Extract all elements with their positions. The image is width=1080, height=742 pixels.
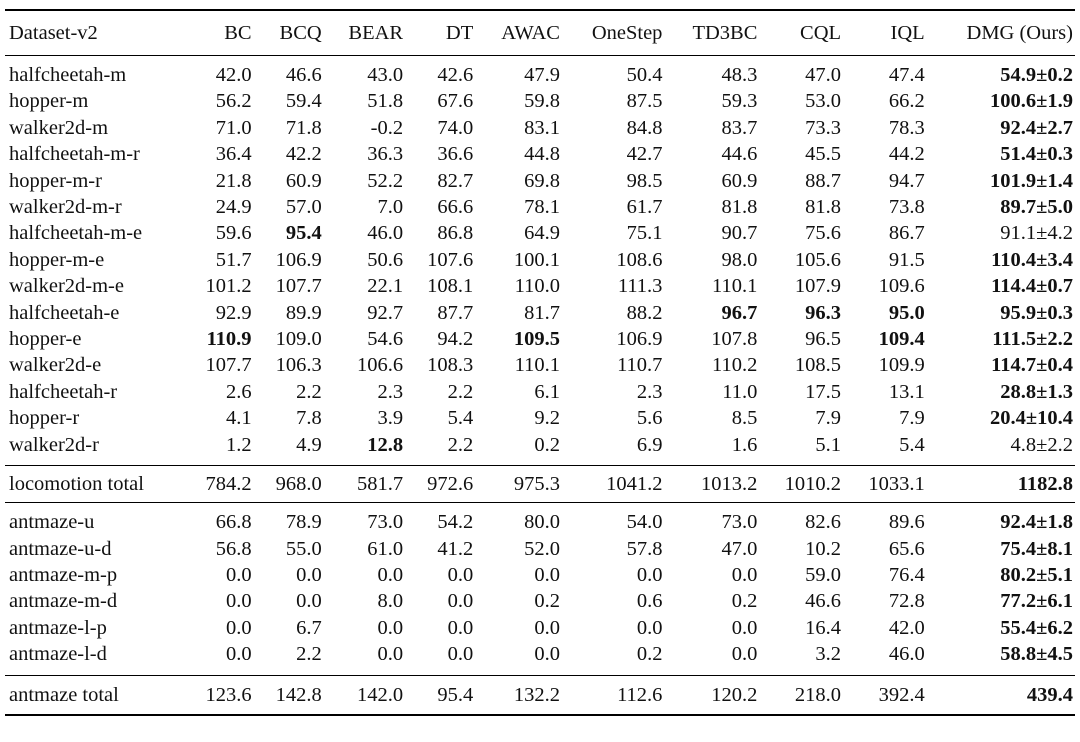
score-cell: 88.7 xyxy=(805,169,842,192)
score-cell: 54.0 xyxy=(626,511,663,534)
score-cell: 83.7 xyxy=(721,116,758,139)
antmaze-section xyxy=(5,503,1075,675)
score-cell: 1033.1 xyxy=(848,466,932,503)
score-cell: 73.8 xyxy=(888,196,925,219)
score-cell: 81.7 xyxy=(524,301,560,324)
score-cell: 54.9±0.2 xyxy=(1000,64,1073,86)
table-row xyxy=(5,615,1075,641)
score-cell: 59.3 xyxy=(721,90,758,113)
score-cell: 6.9 xyxy=(636,433,663,456)
score-cell: 46.0 xyxy=(367,222,404,245)
score-cell: 0.6 xyxy=(636,590,663,613)
score-cell: 7.0 xyxy=(377,196,404,219)
header-method: CQL xyxy=(800,21,842,44)
score-cell: 392.4 xyxy=(848,675,932,715)
score-cell: 75.1 xyxy=(626,222,663,245)
score-cell: 110.4±3.4 xyxy=(991,248,1073,271)
score-cell: 5.1 xyxy=(815,433,842,456)
score-cell: 972.6 xyxy=(410,466,480,503)
score-cell: 89.7±5.0 xyxy=(1000,196,1073,219)
score-cell: 120.2 xyxy=(669,675,764,715)
score-cell: 0.2 xyxy=(636,643,663,666)
header-method: DMG (Ours) xyxy=(966,21,1073,44)
score-cell: 109.6 xyxy=(878,275,925,298)
score-cell: 45.5 xyxy=(805,143,842,166)
header-method: OneStep xyxy=(591,21,663,44)
score-cell: 81.8 xyxy=(721,196,758,219)
score-cell: 2.3 xyxy=(377,380,404,403)
antmaze-total-section xyxy=(5,675,1075,715)
score-cell: 107.6 xyxy=(427,248,474,271)
score-cell: 72.8 xyxy=(888,590,925,613)
score-cell: 95.9±0.3 xyxy=(1000,301,1073,324)
score-cell: 92.4±2.7 xyxy=(1000,116,1073,139)
table-row xyxy=(5,273,1075,299)
score-cell: 218.0 xyxy=(764,675,848,715)
score-cell: 110.1 xyxy=(712,275,758,298)
row-label: antmaze-l-d xyxy=(9,643,107,666)
score-cell: 87.5 xyxy=(626,90,663,113)
score-cell: 22.1 xyxy=(367,275,404,298)
table-row xyxy=(5,56,1075,89)
score-cell: 123.6 xyxy=(188,675,258,715)
score-cell: 0.0 xyxy=(636,563,663,586)
score-cell: 92.4±1.8 xyxy=(1000,511,1073,534)
score-cell: 439.4 xyxy=(932,675,1075,715)
row-label: hopper-r xyxy=(9,407,80,430)
score-cell: 2.2 xyxy=(447,433,474,456)
score-cell: 73.3 xyxy=(805,116,842,139)
score-cell: 84.8 xyxy=(626,116,663,139)
score-cell: 59.4 xyxy=(285,90,322,113)
score-cell: 65.6 xyxy=(888,537,925,560)
score-cell: 110.0 xyxy=(514,275,560,298)
header-row xyxy=(5,10,1075,56)
score-cell: 47.0 xyxy=(805,64,842,86)
score-cell: 0.0 xyxy=(296,563,322,586)
score-cell: 36.3 xyxy=(367,143,404,166)
score-cell: 106.3 xyxy=(275,354,322,377)
score-cell: 73.0 xyxy=(367,511,404,534)
score-cell: 41.2 xyxy=(437,537,474,560)
score-cell: 89.6 xyxy=(888,511,925,534)
score-cell: 54.6 xyxy=(367,328,404,351)
score-cell: 975.3 xyxy=(480,466,567,503)
score-cell: 0.0 xyxy=(225,590,252,613)
score-cell: 110.7 xyxy=(617,354,663,377)
score-cell: 71.0 xyxy=(215,116,252,139)
score-cell: 46.0 xyxy=(888,643,925,666)
score-cell: 100.6±1.9 xyxy=(989,90,1073,113)
score-cell: 0.0 xyxy=(447,563,474,586)
score-cell: 0.0 xyxy=(534,563,560,586)
score-cell: 44.8 xyxy=(524,143,560,166)
table-row xyxy=(5,588,1075,614)
table-row xyxy=(5,168,1075,194)
score-cell: 28.8±1.3 xyxy=(1000,380,1073,403)
row-label: halfcheetah-e xyxy=(9,301,120,324)
score-cell: 1010.2 xyxy=(764,466,848,503)
score-cell: 109.0 xyxy=(275,328,322,351)
score-cell: 142.0 xyxy=(329,675,410,715)
score-cell: 55.4±6.2 xyxy=(1000,616,1073,639)
score-cell: 46.6 xyxy=(285,64,322,86)
row-label: antmaze-m-d xyxy=(9,590,118,613)
row-label: hopper-e xyxy=(9,328,82,351)
score-cell: 101.9±1.4 xyxy=(989,169,1073,192)
score-cell: 53.0 xyxy=(805,90,842,113)
score-cell: 0.0 xyxy=(225,643,252,666)
score-cell: 7.8 xyxy=(296,407,322,430)
score-cell: 111.5±2.2 xyxy=(992,328,1073,351)
score-cell: 20.4±10.4 xyxy=(989,407,1073,430)
header-method: DT xyxy=(445,21,474,44)
score-cell: 106.6 xyxy=(356,354,404,377)
score-cell: 111.3 xyxy=(617,275,663,298)
score-cell: 76.4 xyxy=(888,563,925,586)
header-method: AWAC xyxy=(501,21,560,44)
results-table xyxy=(5,9,1075,716)
score-cell: 2.6 xyxy=(225,380,252,403)
score-cell: 75.6 xyxy=(805,222,842,245)
score-cell: 3.9 xyxy=(377,407,404,430)
score-cell: 52.2 xyxy=(367,169,404,192)
table-row xyxy=(5,503,1075,536)
table-row xyxy=(5,641,1075,675)
locomotion-total-row xyxy=(5,466,1075,503)
score-cell: 0.2 xyxy=(534,433,560,456)
score-cell: 88.2 xyxy=(626,301,663,324)
score-cell: 95.0 xyxy=(888,301,925,324)
score-cell: 114.7±0.4 xyxy=(991,354,1073,377)
row-label: halfcheetah-m-e xyxy=(9,222,143,245)
score-cell: -0.2 xyxy=(370,116,404,139)
score-cell: 66.6 xyxy=(437,196,474,219)
table-row xyxy=(5,536,1075,562)
score-cell: 16.4 xyxy=(805,616,842,639)
score-cell: 82.7 xyxy=(437,169,474,192)
score-cell: 106.9 xyxy=(275,248,322,271)
score-cell: 80.2±5.1 xyxy=(1000,563,1073,586)
score-cell: 73.0 xyxy=(721,511,758,534)
score-cell: 95.4 xyxy=(285,222,322,245)
score-cell: 75.4±8.1 xyxy=(1000,537,1073,560)
score-cell: 2.2 xyxy=(447,380,474,403)
score-cell: 0.0 xyxy=(377,643,404,666)
score-cell: 86.8 xyxy=(437,222,474,245)
score-cell: 1041.2 xyxy=(567,466,669,503)
score-cell: 87.7 xyxy=(437,301,474,324)
score-cell: 48.3 xyxy=(721,64,758,86)
score-cell: 110.9 xyxy=(206,328,252,351)
score-cell: 71.8 xyxy=(285,116,322,139)
score-cell: 96.7 xyxy=(721,301,758,324)
score-cell: 51.7 xyxy=(215,248,252,271)
score-cell: 112.6 xyxy=(567,675,669,715)
score-cell: 69.8 xyxy=(524,169,560,192)
row-label: antmaze total xyxy=(5,675,188,715)
score-cell: 92.9 xyxy=(215,301,252,324)
row-label: walker2d-m xyxy=(9,116,109,139)
row-label: antmaze-u-d xyxy=(9,537,112,560)
score-cell: 54.2 xyxy=(437,511,474,534)
score-cell: 36.4 xyxy=(215,143,252,166)
score-cell: 83.1 xyxy=(524,116,560,139)
score-cell: 12.8 xyxy=(367,433,404,456)
score-cell: 94.7 xyxy=(888,169,925,192)
table-row xyxy=(5,562,1075,588)
table-row xyxy=(5,220,1075,246)
score-cell: 77.2±6.1 xyxy=(1000,590,1073,613)
table-row xyxy=(5,247,1075,273)
score-cell: 8.5 xyxy=(731,407,758,430)
score-cell: 96.3 xyxy=(805,301,842,324)
score-cell: 0.0 xyxy=(377,616,404,639)
score-cell: 56.2 xyxy=(215,90,252,113)
score-cell: 1182.8 xyxy=(932,466,1075,503)
score-cell: 5.6 xyxy=(636,407,663,430)
score-cell: 91.5 xyxy=(888,248,925,271)
score-cell: 42.7 xyxy=(626,143,663,166)
table-row xyxy=(5,432,1075,466)
header-method: BC xyxy=(224,21,252,44)
score-cell: 58.8±4.5 xyxy=(1000,643,1073,666)
score-cell: 110.1 xyxy=(514,354,560,377)
score-cell: 101.2 xyxy=(205,275,252,298)
score-cell: 0.0 xyxy=(731,643,758,666)
row-label: antmaze-l-p xyxy=(9,616,107,639)
score-cell: 0.0 xyxy=(636,616,663,639)
score-cell: 91.1±4.2 xyxy=(1000,222,1073,245)
score-cell: 4.9 xyxy=(296,433,322,456)
score-cell: 44.6 xyxy=(721,143,758,166)
row-label: walker2d-m-r xyxy=(9,196,122,219)
row-label: locomotion total xyxy=(5,466,188,503)
score-cell: 95.4 xyxy=(410,675,480,715)
table-row xyxy=(5,405,1075,431)
score-cell: 24.9 xyxy=(215,196,252,219)
score-cell: 108.3 xyxy=(427,354,474,377)
score-cell: 968.0 xyxy=(259,466,329,503)
score-cell: 107.7 xyxy=(205,354,252,377)
table-row xyxy=(5,141,1075,167)
score-cell: 44.2 xyxy=(888,143,925,166)
score-cell: 1.6 xyxy=(731,433,758,456)
score-cell: 81.8 xyxy=(805,196,842,219)
score-cell: 0.0 xyxy=(731,616,758,639)
score-cell: 0.2 xyxy=(534,590,560,613)
row-label: walker2d-m-e xyxy=(9,275,124,298)
score-cell: 66.8 xyxy=(215,511,252,534)
score-cell: 114.4±0.7 xyxy=(991,275,1073,298)
score-cell: 43.0 xyxy=(367,64,404,86)
header-method: TD3BC xyxy=(692,21,758,44)
score-cell: 784.2 xyxy=(188,466,258,503)
score-cell: 61.7 xyxy=(626,196,663,219)
table-row xyxy=(5,352,1075,378)
score-cell: 109.4 xyxy=(878,328,925,351)
table-row xyxy=(5,194,1075,220)
score-cell: 82.6 xyxy=(805,511,842,534)
score-cell: 3.2 xyxy=(815,643,842,666)
row-label: halfcheetah-r xyxy=(9,380,118,403)
score-cell: 98.5 xyxy=(626,169,663,192)
score-cell: 61.0 xyxy=(367,537,404,560)
score-cell: 60.9 xyxy=(285,169,322,192)
score-cell: 78.9 xyxy=(285,511,322,534)
score-cell: 1013.2 xyxy=(669,466,764,503)
antmaze-total-row xyxy=(5,675,1075,715)
score-cell: 0.0 xyxy=(534,643,560,666)
score-cell: 108.6 xyxy=(616,248,663,271)
score-cell: 1.2 xyxy=(225,433,252,456)
score-cell: 8.0 xyxy=(377,590,404,613)
score-cell: 66.2 xyxy=(888,90,925,113)
score-cell: 108.1 xyxy=(427,275,474,298)
row-label: halfcheetah-m-r xyxy=(9,143,140,166)
score-cell: 86.7 xyxy=(888,222,925,245)
score-cell: 57.0 xyxy=(285,196,322,219)
score-cell: 0.0 xyxy=(225,563,252,586)
score-cell: 7.9 xyxy=(815,407,842,430)
header-method: IQL xyxy=(890,21,925,44)
results-table-container xyxy=(5,9,1075,716)
score-cell: 57.8 xyxy=(626,537,663,560)
score-cell: 110.2 xyxy=(712,354,758,377)
row-label: walker2d-e xyxy=(9,354,102,377)
score-cell: 0.0 xyxy=(225,616,252,639)
score-cell: 67.6 xyxy=(437,90,474,113)
score-cell: 105.6 xyxy=(794,248,842,271)
score-cell: 78.3 xyxy=(888,116,925,139)
table-row xyxy=(5,115,1075,141)
row-label: hopper-m-e xyxy=(9,248,105,271)
score-cell: 50.6 xyxy=(367,248,404,271)
table-row xyxy=(5,379,1075,405)
score-cell: 59.6 xyxy=(215,222,252,245)
score-cell: 74.0 xyxy=(437,116,474,139)
score-cell: 10.2 xyxy=(805,537,842,560)
score-cell: 47.4 xyxy=(888,64,925,86)
score-cell: 80.0 xyxy=(524,511,560,534)
score-cell: 4.1 xyxy=(225,407,252,430)
header-method: BEAR xyxy=(348,21,404,44)
table-row xyxy=(5,88,1075,114)
score-cell: 2.3 xyxy=(636,380,663,403)
score-cell: 90.7 xyxy=(721,222,758,245)
score-cell: 100.1 xyxy=(513,248,560,271)
score-cell: 21.8 xyxy=(215,169,252,192)
score-cell: 47.0 xyxy=(721,537,758,560)
score-cell: 109.5 xyxy=(513,328,560,351)
score-cell: 59.0 xyxy=(805,563,842,586)
score-cell: 142.8 xyxy=(259,675,329,715)
score-cell: 96.5 xyxy=(805,328,842,351)
row-label: walker2d-r xyxy=(9,433,99,456)
score-cell: 92.7 xyxy=(367,301,404,324)
score-cell: 42.2 xyxy=(285,143,322,166)
score-cell: 42.0 xyxy=(888,616,925,639)
score-cell: 108.5 xyxy=(794,354,842,377)
row-label: antmaze-m-p xyxy=(9,563,118,586)
score-cell: 17.5 xyxy=(805,380,842,403)
score-cell: 36.6 xyxy=(437,143,474,166)
score-cell: 581.7 xyxy=(329,466,410,503)
score-cell: 109.9 xyxy=(878,354,925,377)
score-cell: 107.8 xyxy=(711,328,758,351)
score-cell: 0.2 xyxy=(731,590,758,613)
score-cell: 98.0 xyxy=(721,248,758,271)
score-cell: 42.6 xyxy=(437,64,474,86)
score-cell: 50.4 xyxy=(626,64,663,86)
score-cell: 2.2 xyxy=(296,643,322,666)
score-cell: 59.8 xyxy=(524,90,560,113)
score-cell: 5.4 xyxy=(447,407,474,430)
score-cell: 13.1 xyxy=(888,380,925,403)
score-cell: 0.0 xyxy=(296,590,322,613)
score-cell: 64.9 xyxy=(524,222,560,245)
score-cell: 78.1 xyxy=(524,196,560,219)
table-row xyxy=(5,326,1075,352)
row-label: hopper-m xyxy=(9,90,89,113)
score-cell: 107.9 xyxy=(794,275,842,298)
score-cell: 11.0 xyxy=(722,380,758,403)
score-cell: 0.0 xyxy=(447,590,474,613)
score-cell: 9.2 xyxy=(534,407,560,430)
score-cell: 132.2 xyxy=(480,675,567,715)
score-cell: 7.9 xyxy=(899,407,925,430)
score-cell: 6.1 xyxy=(534,380,560,403)
row-label: halfcheetah-m xyxy=(9,64,127,86)
score-cell: 60.9 xyxy=(721,169,758,192)
score-cell: 94.2 xyxy=(437,328,474,351)
score-cell: 0.0 xyxy=(447,616,474,639)
score-cell: 55.0 xyxy=(285,537,322,560)
score-cell: 6.7 xyxy=(296,616,322,639)
score-cell: 51.8 xyxy=(367,90,404,113)
header-dataset: Dataset-v2 xyxy=(9,21,98,44)
score-cell: 89.9 xyxy=(285,301,322,324)
locomotion-section xyxy=(5,56,1075,466)
score-cell: 0.0 xyxy=(534,616,560,639)
score-cell: 47.9 xyxy=(524,64,560,86)
header-method: BCQ xyxy=(279,21,322,44)
row-label: hopper-m-r xyxy=(9,169,102,192)
score-cell: 42.0 xyxy=(215,64,252,86)
row-label: antmaze-u xyxy=(9,511,95,534)
score-cell: 2.2 xyxy=(296,380,322,403)
score-cell: 51.4±0.3 xyxy=(1000,143,1073,166)
score-cell: 0.0 xyxy=(447,643,474,666)
score-cell: 52.0 xyxy=(524,537,560,560)
score-cell: 5.4 xyxy=(899,433,925,456)
table-row xyxy=(5,300,1075,326)
score-cell: 46.6 xyxy=(805,590,842,613)
score-cell: 56.8 xyxy=(215,537,252,560)
locomotion-total-section xyxy=(5,466,1075,503)
score-cell: 107.7 xyxy=(275,275,322,298)
score-cell: 4.8±2.2 xyxy=(1010,433,1073,456)
score-cell: 0.0 xyxy=(377,563,404,586)
score-cell: 106.9 xyxy=(616,328,663,351)
score-cell: 0.0 xyxy=(731,563,758,586)
